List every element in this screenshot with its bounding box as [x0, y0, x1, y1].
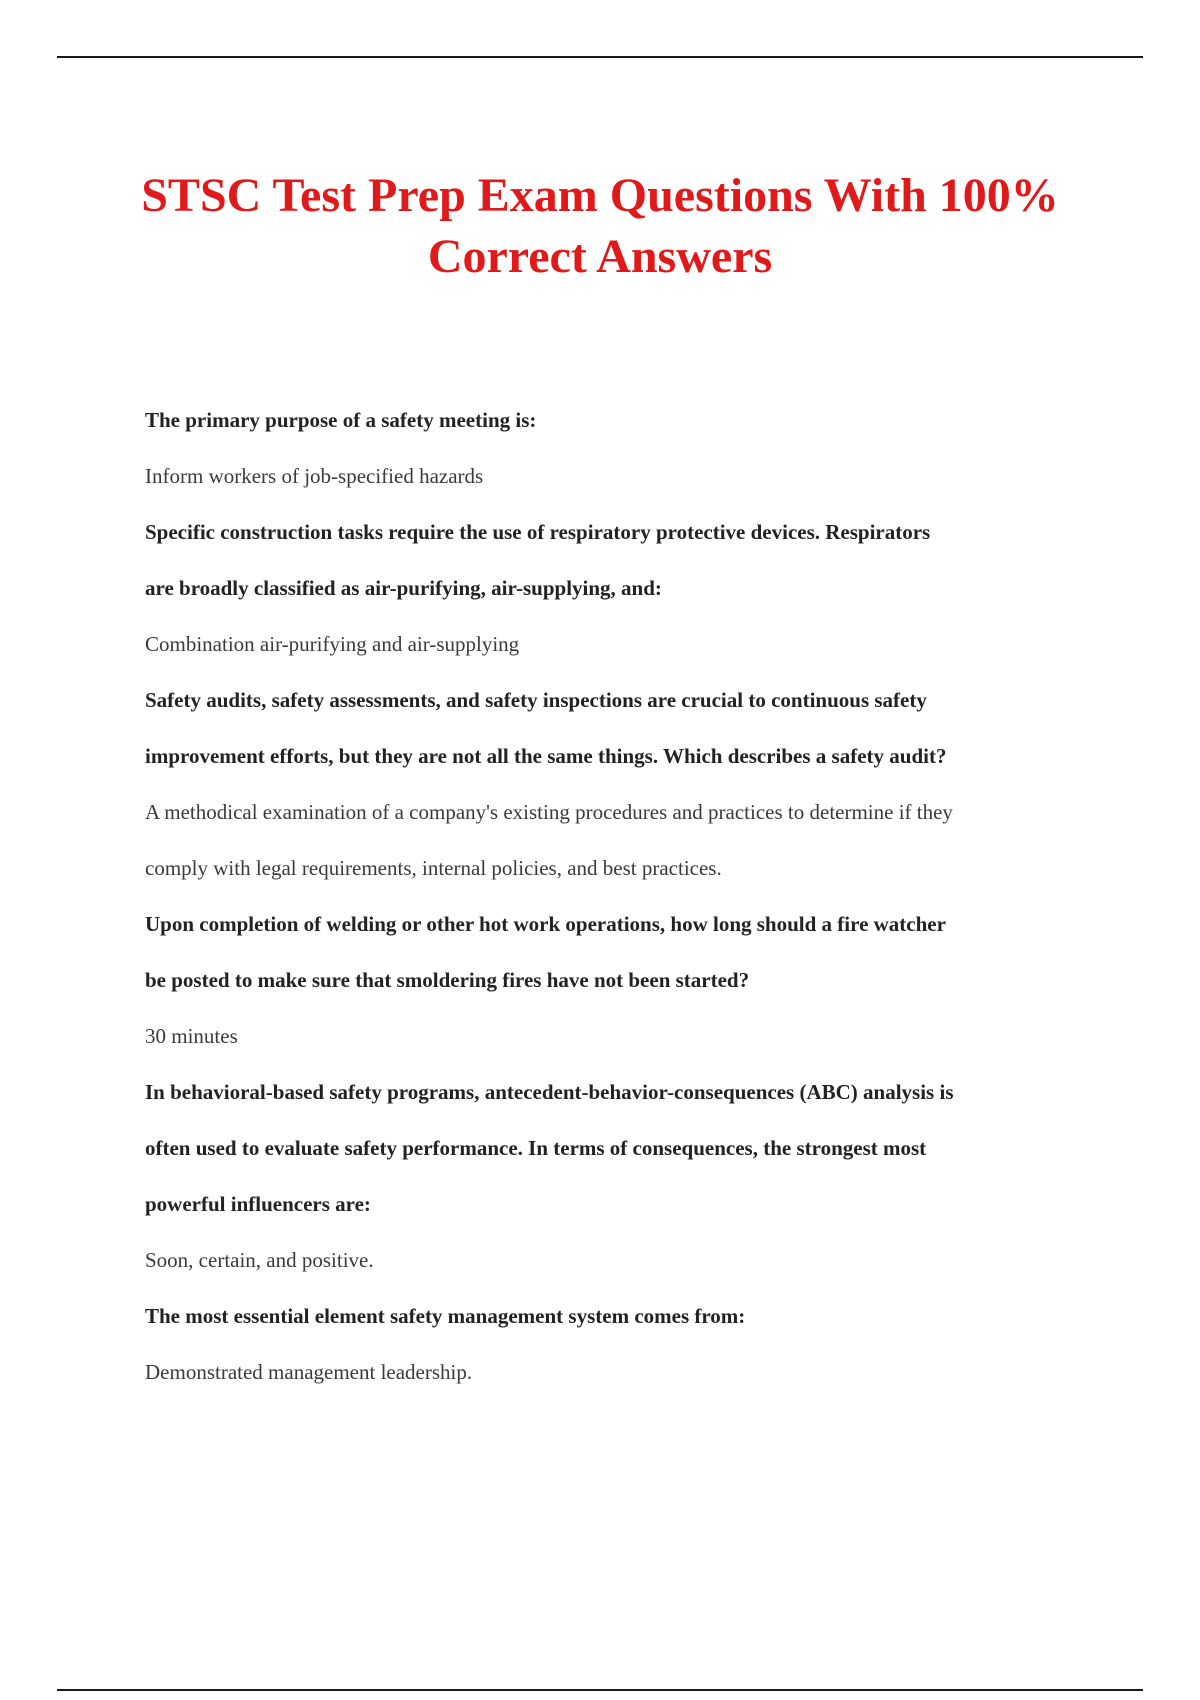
title-line-1: STSC Test Prep Exam Questions With 100% [141, 169, 1059, 222]
title-line-2: Correct Answers [427, 230, 773, 283]
qa-item [145, 1288, 1090, 1400]
answer-text: 30 minutes [145, 1024, 238, 1048]
question-text: The most essential element safety management system comes from: [145, 1304, 746, 1328]
question-text: often used to evaluate safety performance. In terms of consequences, the strongest most [145, 1136, 927, 1160]
question-text: In behavioral-based safety programs, antecedent-behavior-consequences (ABC) analysis is [145, 1080, 954, 1104]
answer-text: Demonstrated management leadership. [145, 1360, 473, 1384]
top-rule [57, 56, 1143, 58]
qa-item [145, 672, 1090, 896]
question-text: The primary purpose of a safety meeting is: [145, 408, 537, 432]
qa-item [145, 1064, 1090, 1288]
page-title [100, 165, 1100, 287]
answer-text: Combination air-purifying and air-supplying [145, 632, 520, 656]
qa-list [145, 392, 1090, 1400]
qa-item [145, 392, 1090, 504]
question-text: Safety audits, safety assessments, and safety inspections are crucial to continuous safety [145, 688, 927, 712]
question-text: improvement efforts, but they are not all the same things. Which describes a safety audit? [145, 744, 947, 768]
bottom-rule [57, 1689, 1143, 1691]
answer-text: Soon, certain, and positive. [145, 1248, 374, 1272]
answer-text: A methodical examination of a company's existing procedures and practices to determine if they [145, 800, 953, 824]
answer-text: comply with legal requirements, internal policies, and best practices. [145, 856, 722, 880]
answer-text: Inform workers of job-specified hazards [145, 464, 484, 488]
question-text: are broadly classified as air-purifying, air-supplying, and: [145, 576, 662, 600]
question-text: Upon completion of welding or other hot work operations, how long should a fire watcher [145, 912, 946, 936]
question-text: Specific construction tasks require the use of respiratory protective devices. Respirators [145, 520, 931, 544]
qa-item [145, 896, 1090, 1064]
qa-item [145, 504, 1090, 672]
question-text: be posted to make sure that smoldering fires have not been started? [145, 968, 750, 992]
question-text: powerful influencers are: [145, 1192, 371, 1216]
